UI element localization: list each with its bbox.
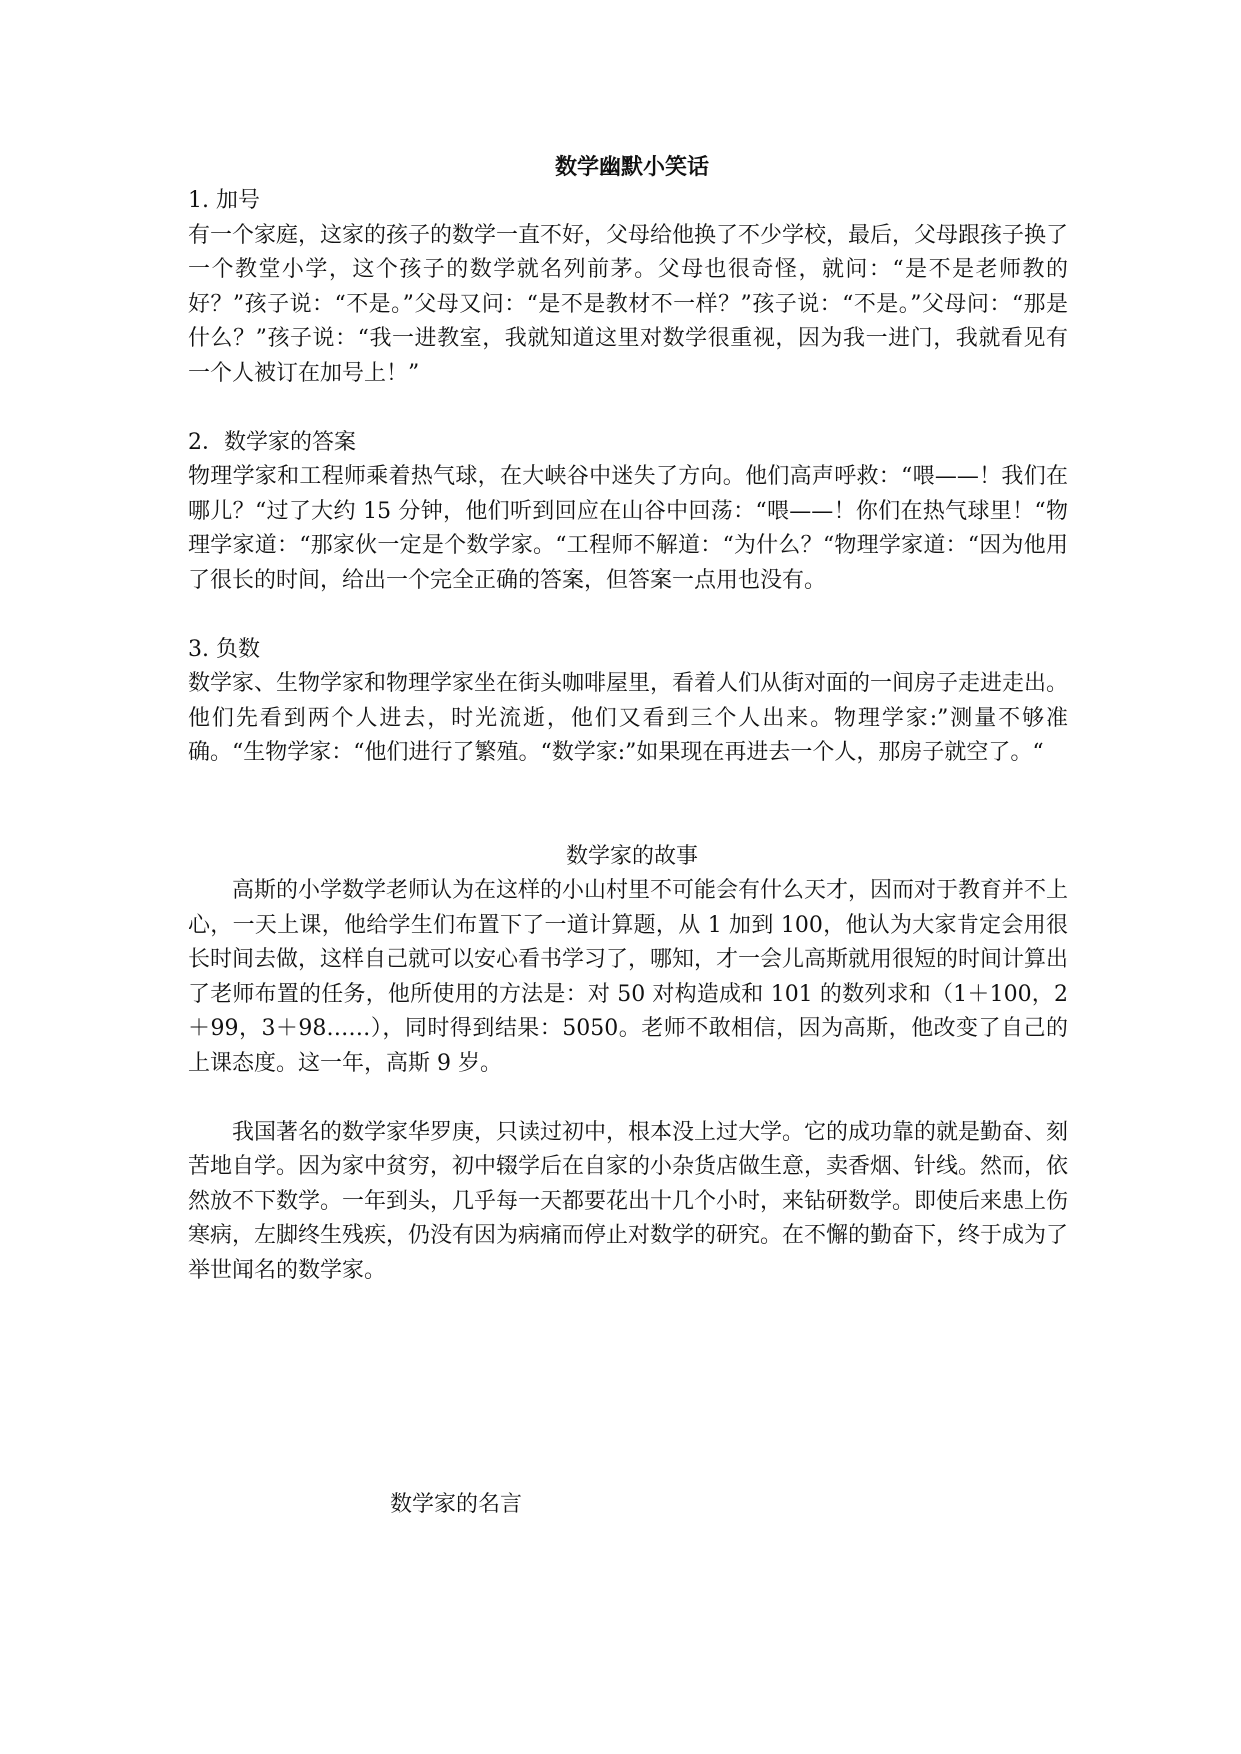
- stories-title: 数学家的故事: [565, 843, 698, 869]
- document-title: 数学幽默小笑话: [554, 154, 709, 180]
- spacer: [188, 598, 1068, 633]
- stories-section: [188, 840, 1068, 1289]
- joke-body: 有一个家庭，这家的孩子的数学一直不好，父母给他换了不少学校，最后，父母跟孩子换了一个教堂小学，这个孩子的数学就名列前茅。父母也很奇怪，就问：“是不是老师教的好？”孩子说：“不是。”父母又问：“是不是教材不一样？”孩子说：“不是。”父母问：“那是什么？”孩子说：“我一进教室，我就知道这里对数学很重视，因为我一进门，我就看见有一个人被订在加号上！”: [188, 222, 1069, 386]
- joke-heading: 3. 负数: [188, 636, 260, 662]
- joke-section-mathematician-answer: [188, 426, 1068, 599]
- joke-section-negative-number: [188, 633, 1068, 771]
- joke-heading: 2．数学家的答案: [188, 429, 356, 455]
- spacer: [188, 771, 1068, 840]
- story-paragraph-gauss: 高斯的小学数学老师认为在这样的小山村里不可能会有什么天才，因而对于教育并不上心，一天上课，他给学生们布置下了一道计算题，从 1 加到 100，他认为大家肯定会用很长时间去做，这样自己就可以安心看书学习了，哪知，才一会儿高斯就用很短的时间计算出了老师布置的任务，他所使用的方法是：对 50 对构造成和 101 的数列求和（1＋100，2＋99，3＋98……），同时得到结果：5050。老师不敢相信，因为高斯，他改变了自己的上课态度。这一年，高斯 9 岁。: [188, 878, 1069, 1076]
- joke-section-plus-sign: [188, 184, 1068, 391]
- spacer: [188, 391, 1068, 426]
- joke-body: 数学家、生物学家和物理学家坐在街头咖啡屋里，看着人们从街对面的一间房子走进走出。他们先看到两个人进去，时光流逝，他们又看到三个人出来。物理学家:”测量不够准确。“生物学家：“他们进行了繁殖。“数学家:”如果现在再进去一个人，那房子就空了。“: [188, 671, 1069, 765]
- document-content: [188, 150, 1068, 1288]
- story-paragraph-hua-luogeng: 我国著名的数学家华罗庚，只读过初中，根本没上过大学。它的成功靠的就是勤奋、刻苦地自学。因为家中贫穷，初中辍学后在自家的小杂货店做生意，卖香烟、针线。然而，依然放不下数学。一年到头，几乎每一天都要花出十几个小时，来钻研数学。即使后来患上伤寒病，左脚终生残疾，仍没有因为病痛而停止对数学的研究。在不懈的勤奋下，终于成为了举世闻名的数学家。: [188, 1119, 1069, 1283]
- quotes-title: 数学家的名言: [390, 1492, 523, 1517]
- joke-body: 物理学家和工程师乘着热气球，在大峡谷中迷失了方向。他们高声呼救：“喂——！我们在哪儿？“过了大约 15 分钟，他们听到回应在山谷中回荡：“喂——！你们在热气球里！“物理学家道：“那家伙一定是个数学家。“工程师不解道：“为什么？“物理学家道：“因为他用了很长的时间，给出一个完全正确的答案，但答案一点用也没有。: [188, 464, 1068, 593]
- spacer: [188, 1081, 1068, 1116]
- joke-heading: 1. 加号: [188, 188, 260, 213]
